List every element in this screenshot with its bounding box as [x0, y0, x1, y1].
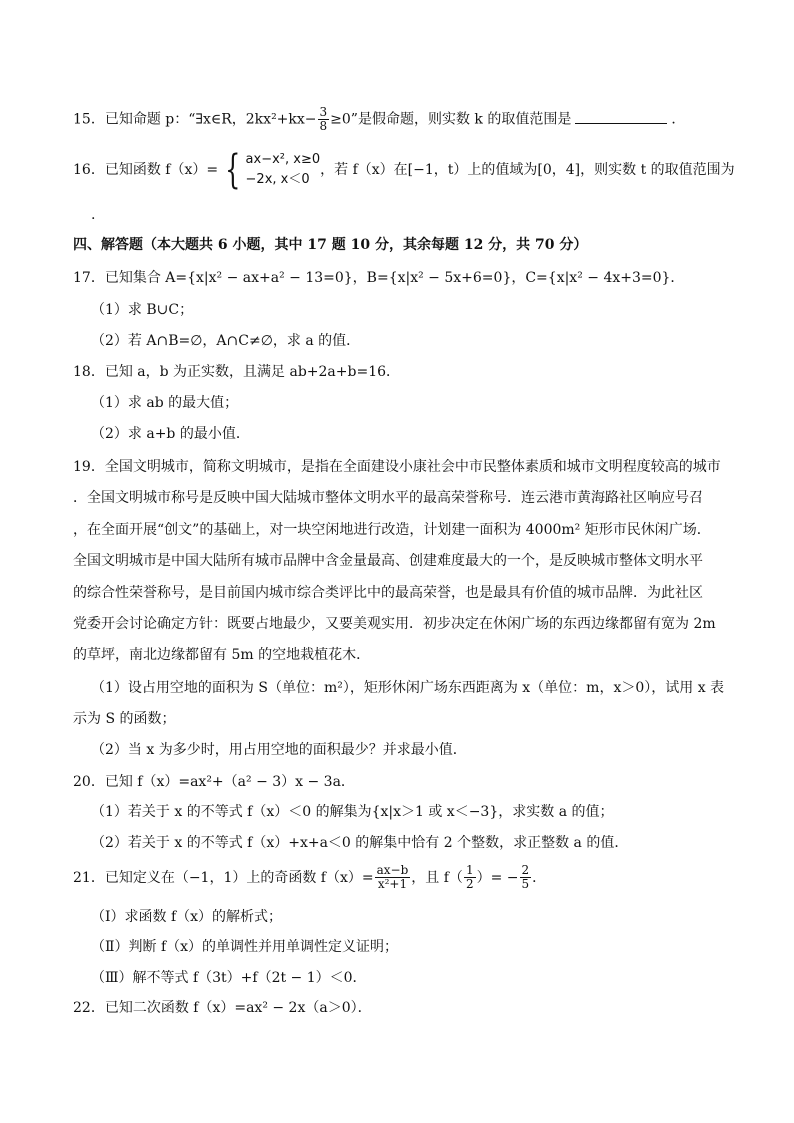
question-17: 17．已知集合 A={x|x² − ax+a² − 13=0}，B={x|x² − 5x+6=0}，C={x|x² − 4x+3=0}．	[73, 270, 685, 286]
question-19-line-2: ．全国文明城市称号是反映中国大陆城市整体文明水平的最高荣誉称号．连云港市黄海路社区响应号召	[73, 490, 703, 506]
question-15: 15．已知命题 p：“∃x∈R，2kx²+kx− $\frac{3}{8}$ ≥0”是假命题，则实数 k 的取值范围是 ．	[73, 105, 686, 133]
answer-blank	[575, 111, 667, 124]
q20-part-2: （2）若关于 x 的不等式 f（x）+x+a＜0 的解集中恰有 2 个整数，求正整数 a 的值．	[91, 835, 629, 851]
question-19-line-3: ，在全面开展“创文”的基础上，对一块空闲地进行改造，计划建一面积为 4000m² 矩形市民休闲广场．	[73, 522, 711, 538]
question-19-line-1: 19．全国文明城市，简称文明城市，是指在全面建设小康社会中市民整体素质和城市文明程度较高的城市	[73, 459, 721, 475]
q21-part-1: （Ⅰ）求函数 f（x）的解析式；	[91, 909, 283, 925]
q18-part-2: （2）求 a+b 的最小值．	[91, 426, 250, 442]
q16-suffix: ，若 f（x）在[−1，t）上的值域为[0，4]，则实数 t 的取值范围为	[320, 162, 735, 178]
section-heading: 四、解答题（本大题共 6 小题，其中 17 题 10 分，其余每题 12 分，共 70 分）	[73, 237, 588, 253]
piecewise-cases: ax−x², x≥0 −2x, x＜0	[245, 152, 321, 187]
q21-function-fraction: $\frac{ax-b}{\text{x²+1}}$	[376, 863, 409, 891]
q21-arg-fraction: $\frac{1}{2}$	[465, 863, 474, 891]
q15-suffix: ≥0”是假命题，则实数 k 的取值范围是	[330, 111, 572, 128]
q19-part-1: （1）设占用空地的面积为 S（单位：m²），矩形休闲广场东西距离为 x（单位：m，x＞0），试用 x 表	[91, 680, 725, 696]
q17-part-2: （2）若 A∩B=∅，A∩C≠∅，求 a 的值．	[91, 333, 361, 349]
piecewise-brace: {	[225, 147, 241, 193]
q21-value-fraction: $\frac{2}{5}$	[521, 863, 530, 891]
q20-part-1: （1）若关于 x 的不等式 f（x）＜0 的解集为{x|x＞1 或 x＜−3}，求实数 a 的值；	[91, 804, 614, 820]
question-19-line-7: 的草坪，南北边缘都留有 5m 的空地栽植花木．	[73, 647, 371, 663]
q15-prefix: 15．已知命题 p：“∃x∈R，2kx²+kx−	[73, 111, 317, 128]
q21-part-3: （Ⅲ）解不等式 f（3t）+f（2t − 1）＜0．	[91, 970, 367, 986]
question-19-line-4: 全国文明城市是中国大陆所有城市品牌中含金量最高、创建难度最大的一个，是反映城市整体文明水平	[73, 553, 703, 569]
question-18: 18．已知 a，b 为正实数，且满足 ab+2a+b=16．	[73, 364, 401, 380]
question-22: 22．已知二次函数 f（x）=ax² − 2x（a＞0）．	[73, 1000, 372, 1016]
q15-fraction: $\frac{3}{8}$	[319, 105, 328, 133]
question-21: 21．已知定义在（−1，1）上的奇函数 f（x）= $\frac{ax-b}{\text{x²+1}}$ ，且 f（ $\frac{1}{2}$ ）= − $\frac{2}{5}$ ．	[73, 863, 547, 891]
q18-part-1: （1）求 ab 的最大值；	[91, 395, 239, 411]
question-16	[73, 147, 735, 193]
question-19-line-6: 党委开会讨论确定方针：既要占地最少，又要美观实用．初步决定在休闲广场的东西边缘都留有宽为 2m	[73, 616, 716, 632]
q19-part-2: （2）当 x 为多少时，用占用空地的面积最少？并求最小值．	[91, 742, 467, 758]
q21-part-2: （Ⅱ）判断 f（x）的单调性并用单调性定义证明；	[91, 939, 399, 955]
q19-part-1-cont: 示为 S 的函数；	[73, 711, 176, 727]
q16-prefix: 16．已知函数 f（x）=	[73, 162, 219, 178]
question-20: 20．已知 f（x）=ax²+（a² − 3）x − 3a．	[73, 774, 355, 790]
question-19-line-5: 的综合性荣誉称号，是目前国内城市综合类评比中的最高荣誉，也是最具有价值的城市品牌．为此社区	[73, 585, 703, 601]
q17-part-1: （1）求 B∪C；	[91, 302, 194, 318]
q16-continuation: .	[91, 207, 96, 223]
